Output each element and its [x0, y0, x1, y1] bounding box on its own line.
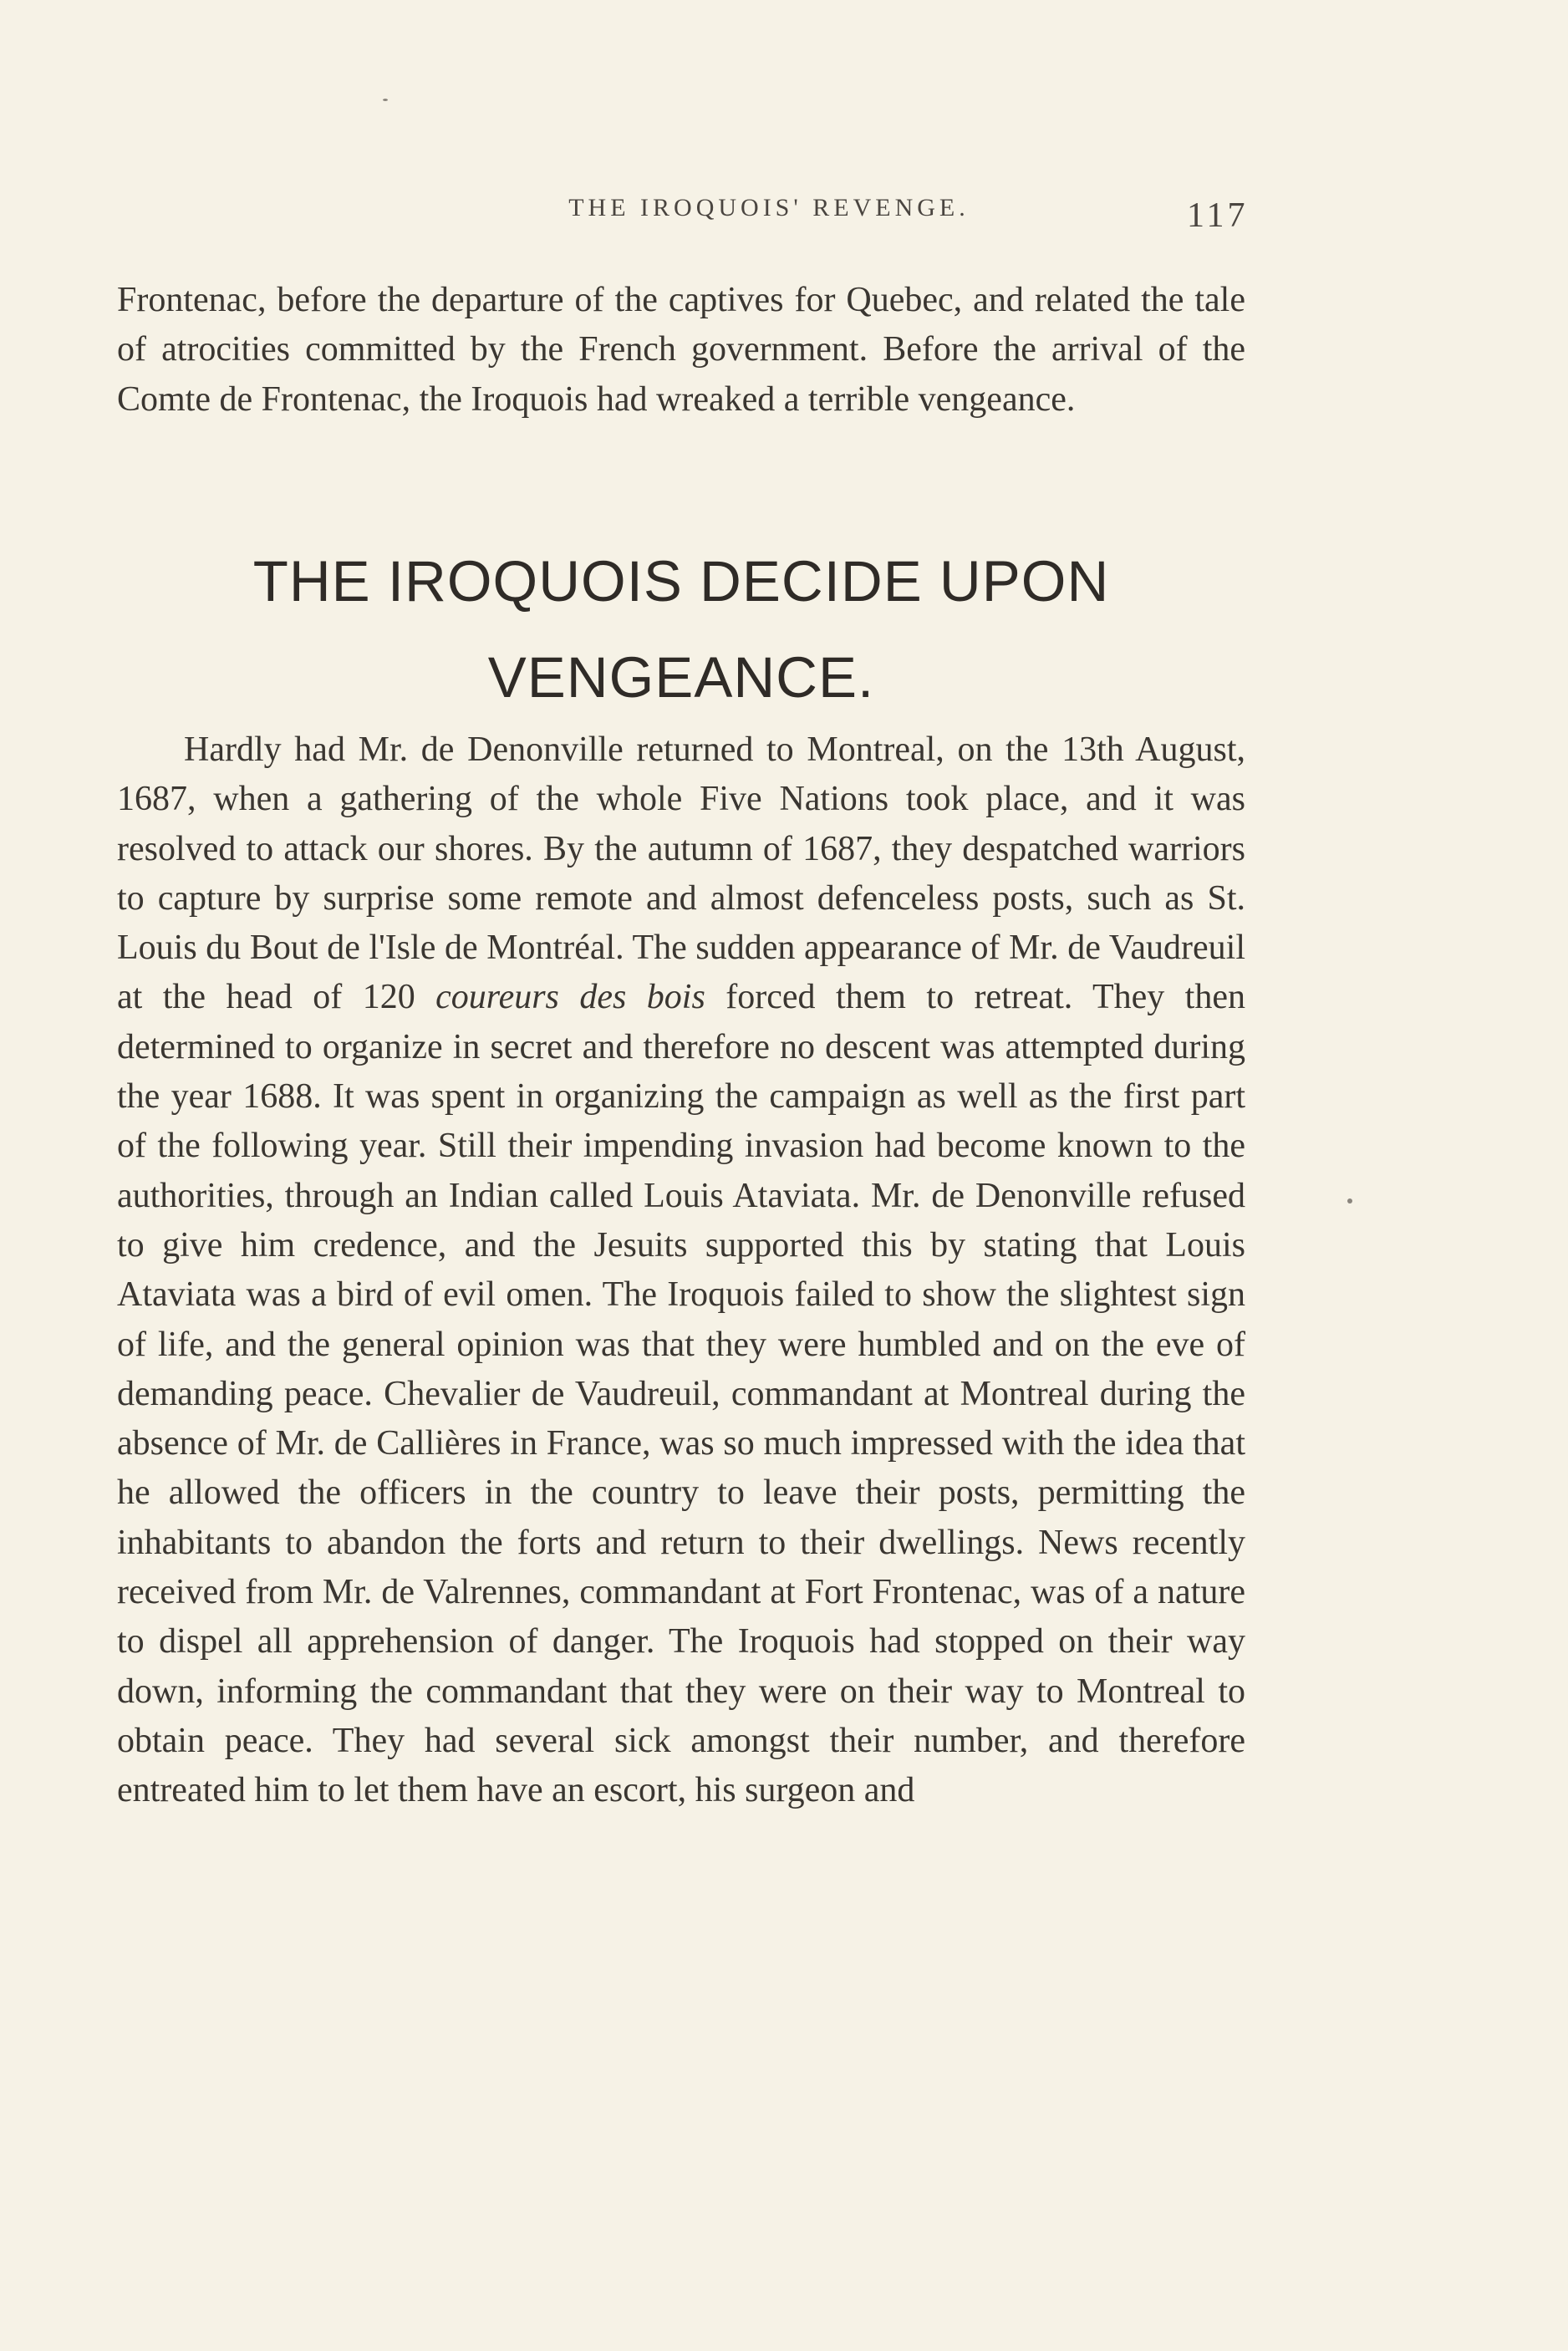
section-paragraph-lead: Hardly had Mr. de Denonville returned to Montreal, on the 13th August, 1687, when a gathering of the whole Five Nations took place, and it was resolved to attack our shores. By the autumn of 1687, they despatched warriors to capture by surprise some remote and almost defenceless posts, such as St. Louis du Bout de l'Isle de Montréal. The sudden appearance of Mr. de Vaudreuil at the head of 120 [117, 730, 1245, 1017]
section-paragraph-rest: forced them to retreat. They then determined to organize in secret and therefore no descent was attempted during the year 1688. It was spent in organizing the campaign as well as the first part of the following year. Still their impending invasion had become known to the authorities, through an Indian called Louis Ataviata. Mr. de Denonville refused to give him credence, and the Jesuits supported this by stating that Louis Ataviata was a bird of evil omen. The Iroquois failed to show the slightest sign of life, and the general opinion was that they were humbled and on the eve of demanding peace. Chevalier de Vaudreuil, commandant at Montreal during the absence of Mr. de Callières in France, was so much impressed with the idea that he allowed the officers in the country to leave their posts, permitting the inhabitants to abandon the forts and return to their dwellings. News recently received from Mr. de Valrennes, commandant at Fort Frontenac, was of a nature to dispel all apprehension of danger. The Iroquois had stopped on their way down, informing the commandant that they were on their way to Montreal to obtain peace. They had several sick amongst their number, and therefore entreated him to let them have an escort, his surgeon and [117, 978, 1245, 1810]
section-body [117, 725, 1245, 1816]
opening-paragraph [117, 276, 1245, 425]
section-paragraph-italic: coureurs des bois [435, 978, 705, 1017]
section-paragraph [117, 725, 1245, 1816]
opening-paragraph-text: Frontenac, before the departure of the captives for Quebec, and related the tale of atrocities committed by the French government. Before the arrival of the Comte de Frontenac, the Iroquois had wreaked a terrible vengeance. [117, 281, 1245, 419]
running-head: THE IROQUOIS' REVENGE. [568, 194, 970, 221]
paper-speck [1347, 1198, 1352, 1203]
paper-speck [383, 99, 388, 101]
page-number: 117 [1187, 196, 1249, 235]
section-heading: THE IROQUOIS DECIDE UPON VENGEANCE. [252, 549, 1110, 710]
